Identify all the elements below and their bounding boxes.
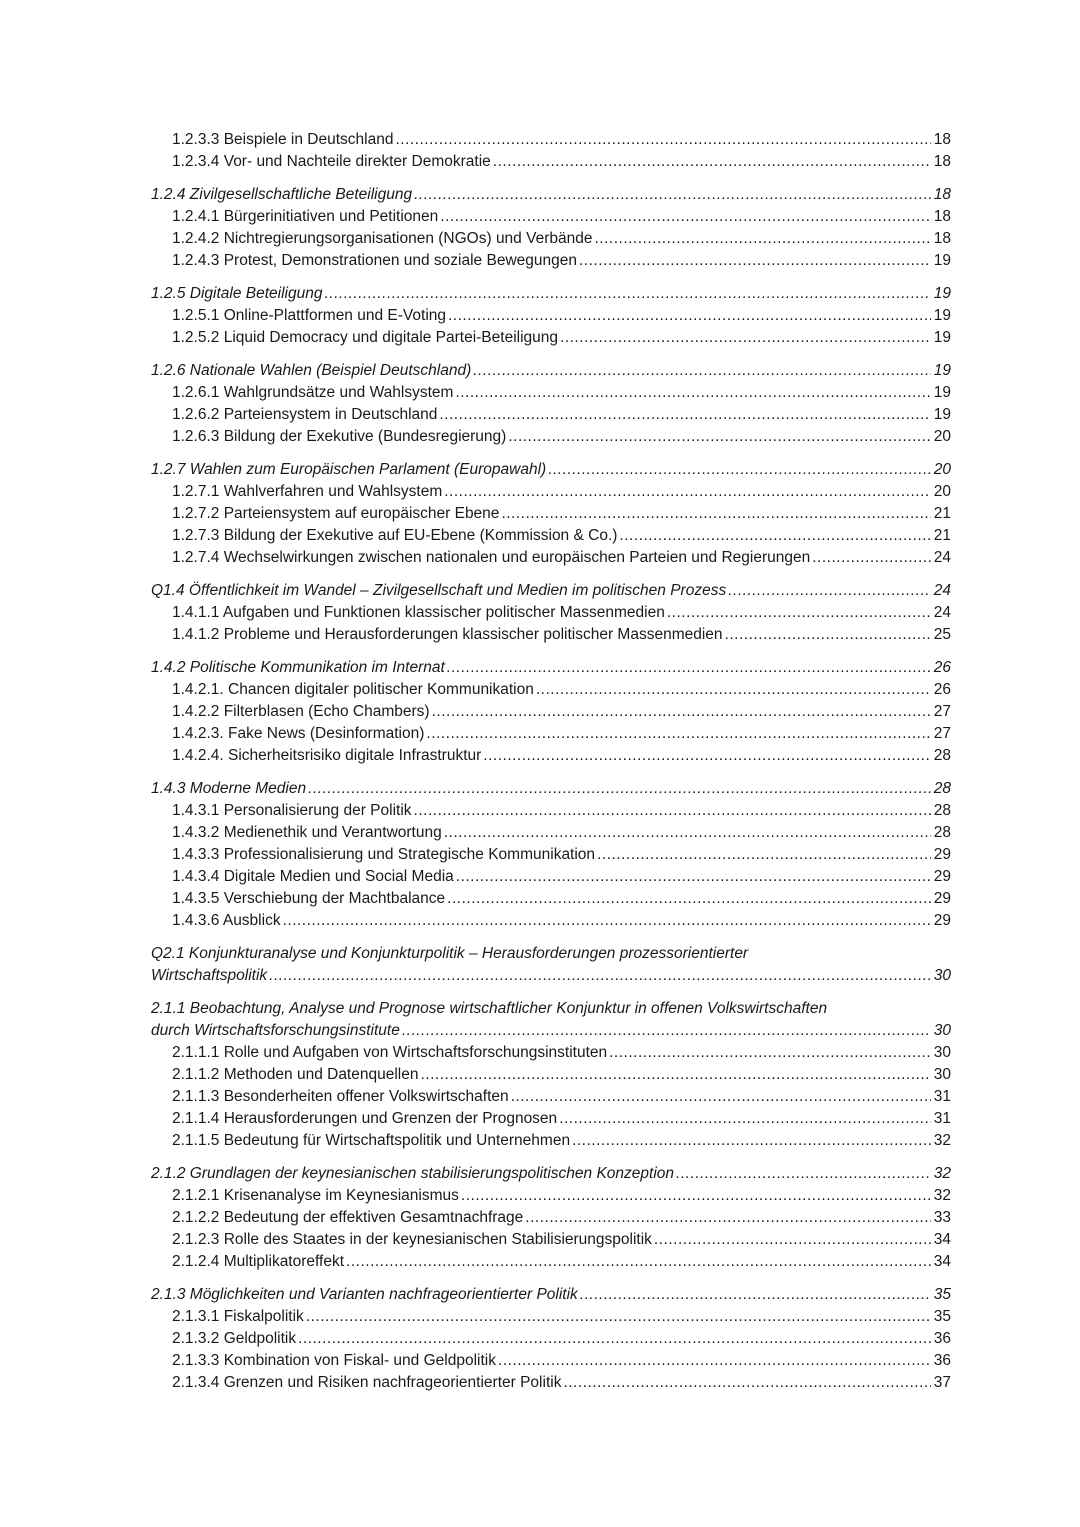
toc-entry-title: 2.1.1.5 Bedeutung für Wirtschaftspolitik und Unternehmen [172,1132,571,1149]
toc-entry-title: 1.2.5.2 Liquid Democracy und digitale Partei-Beteiligung [172,329,559,346]
toc-page-number: 26 [933,681,951,698]
toc-heading-title: 1.2.7 Wahlen zum Europäischen Parlament (Europawahl) [151,461,547,478]
toc-page-number: 19 [933,252,951,269]
dot-leader [444,481,931,503]
toc-entry-title: 1.2.4.3 Protest, Demonstrationen und soziale Bewegungen [172,252,577,269]
toc-section [151,657,951,767]
toc-page-number: 29 [933,890,951,907]
toc-entry[interactable] [151,129,951,151]
toc-entry-title: 2.1.3.4 Grenzen und Risiken nachfrageorientierter Politik [172,1374,562,1391]
toc-heading-line[interactable] [151,998,951,1020]
toc-entry[interactable] [151,1064,951,1086]
toc-entry[interactable] [151,800,951,822]
toc-heading-line[interactable] [151,360,951,382]
toc-entry-title: 2.1.3.1 Fiskalpolitik [172,1308,304,1325]
dot-leader [448,305,931,327]
dot-leader [563,1372,931,1394]
toc-page-number: 24 [933,582,951,599]
toc-entry[interactable] [151,228,951,250]
dot-leader [725,624,931,646]
toc-entry[interactable] [151,1306,951,1328]
toc-page-number: 30 [933,1022,951,1039]
toc-page-number: 32 [933,1132,951,1149]
toc-entry-title: 1.4.3.2 Medienethik und Verantwortung [172,824,442,841]
toc-heading-title: 1.2.4 Zivilgesellschaftliche Beteiligung [151,186,413,203]
toc-heading-line[interactable] [151,580,951,602]
toc-entry-title: 2.1.2.3 Rolle des Staates in der keynesianischen Stabilisierungspolitik [172,1231,652,1248]
dot-leader [414,184,931,206]
dot-leader [420,1064,931,1086]
dot-leader [619,525,931,547]
toc-entry-title: 1.4.1.1 Aufgaben und Funktionen klassischer politischer Massenmedien [172,604,665,621]
toc-page-number: 29 [933,868,951,885]
toc-page-number: 29 [933,846,951,863]
toc-entry-title: 1.2.4.1 Bürgerinitiativen und Petitionen [172,208,439,225]
toc-page-number: 28 [933,747,951,764]
toc-heading-title: Wirtschaftspolitik [151,967,268,984]
toc-entry-title: 2.1.1.3 Besonderheiten offener Volkswirtschaften [172,1088,509,1105]
toc-page-number: 35 [933,1286,951,1303]
toc-heading-title: durch Wirtschaftsforschungsinstitute [151,1022,400,1039]
dot-leader [579,250,931,272]
toc-entry[interactable] [151,910,951,932]
toc-heading-line[interactable] [151,459,951,481]
dot-leader [525,1207,931,1229]
toc-heading-line[interactable] [151,778,951,800]
toc-entry-title: 1.4.3.6 Ausblick [172,912,281,929]
toc-entry[interactable] [151,1251,951,1273]
dot-leader [597,844,931,866]
dot-leader [560,327,931,349]
toc-entry[interactable] [151,866,951,888]
toc-section [151,580,951,646]
dot-leader [812,547,931,569]
toc-section [151,998,951,1152]
toc-page-number: 20 [933,428,951,445]
toc-entry-title: 1.2.7.2 Parteiensystem auf europäischer Ebene [172,505,500,522]
toc-page-number: 30 [933,967,951,984]
dot-leader [508,426,931,448]
dot-leader [269,965,931,987]
toc-page-number: 24 [933,604,951,621]
dot-leader [559,1108,931,1130]
toc-entry[interactable] [151,151,951,173]
dot-leader [676,1163,931,1185]
toc-entry[interactable] [151,888,951,910]
toc-entry[interactable] [151,547,951,569]
toc-heading-line[interactable] [151,184,951,206]
toc-entry[interactable] [151,844,951,866]
toc-section [151,1284,951,1394]
toc-heading-title: 1.2.5 Digitale Beteiligung [151,285,323,302]
toc-heading-line[interactable] [151,283,951,305]
toc-heading-line[interactable] [151,1163,951,1185]
toc-page-number: 31 [933,1110,951,1127]
dot-leader [728,580,931,602]
dot-leader [483,745,931,767]
toc-page-number: 21 [933,527,951,544]
toc-entry[interactable] [151,1207,951,1229]
toc-entry-title: 1.2.7.4 Wechselwirkungen zwischen nationalen und europäischen Parteien und Regierungen [172,549,811,566]
toc-entry[interactable] [151,822,951,844]
toc-entry-title: 1.4.3.5 Verschiebung der Machtbalance [172,890,446,907]
toc-page-number: 30 [933,1044,951,1061]
toc-heading-title: Q1.4 Öffentlichkeit im Wandel – Zivilgesellschaft und Medien im politischen Prozess [151,582,727,599]
dot-leader [324,283,931,305]
toc-entry-title: 2.1.2.1 Krisenanalyse im Keynesianismus [172,1187,459,1204]
dot-leader [447,657,931,679]
toc-entry-title: 2.1.1.4 Herausforderungen und Grenzen der Prognosen [172,1110,558,1127]
toc-heading-line[interactable] [151,965,951,987]
toc-entry-title: 2.1.3.3 Kombination von Fiskal- und Geldpolitik [172,1352,496,1369]
toc-page-number: 30 [933,1066,951,1083]
dot-leader [395,129,931,151]
dot-leader [426,723,931,745]
dot-leader [432,701,931,723]
toc-page-number: 18 [933,153,951,170]
toc-entry[interactable] [151,624,951,646]
dot-leader [447,888,931,910]
toc-page-number: 36 [933,1330,951,1347]
toc-page-number: 20 [933,483,951,500]
toc-entry-title: 1.2.6.2 Parteiensystem in Deutschland [172,406,438,423]
toc-entry[interactable] [151,1350,951,1372]
dot-leader [402,1020,931,1042]
toc-heading-title: 2.1.2 Grundlagen der keynesianischen stabilisierungspolitischen Konzeption [151,1165,675,1182]
table-of-contents [151,129,951,1405]
toc-heading-title: 1.4.2 Politische Kommunikation im Internat [151,659,445,676]
dot-leader [511,1086,931,1108]
toc-page-number: 32 [933,1187,951,1204]
dot-leader [298,1328,931,1350]
toc-entry-title: 1.2.7.1 Wahlverfahren und Wahlsystem [172,483,443,500]
toc-entry[interactable] [151,701,951,723]
dot-leader [456,866,931,888]
toc-heading-title: 1.4.3 Moderne Medien [151,780,307,797]
toc-entry-title: 2.1.2.4 Multiplikatoreffekt [172,1253,345,1270]
toc-page-number: 19 [933,285,951,302]
toc-heading-title: Q2.1 Konjunkturanalyse und Konjunkturpolitik – Herausforderungen prozessorientierter [151,945,749,962]
toc-page-number: 18 [933,208,951,225]
dot-leader [498,1350,931,1372]
toc-entry-title: 1.2.3.3 Beispiele in Deutschland [172,131,394,148]
toc-page-number: 19 [933,406,951,423]
toc-page-number: 19 [933,329,951,346]
dot-leader [414,800,931,822]
toc-entry-title: 2.1.2.2 Bedeutung der effektiven Gesamtnachfrage [172,1209,524,1226]
toc-page-number: 26 [933,659,951,676]
toc-entry-title: 1.4.2.4. Sicherheitsrisiko digitale Infrastruktur [172,747,482,764]
toc-entry-title: 1.4.3.1 Personalisierung der Politik [172,802,412,819]
toc-entry[interactable] [151,404,951,426]
toc-section [151,283,951,349]
dot-leader [440,206,931,228]
toc-heading-title: 2.1.3 Möglichkeiten und Varianten nachfrageorientierter Politik [151,1286,578,1303]
dot-leader [654,1229,931,1251]
toc-entry[interactable] [151,525,951,547]
toc-page-number: 20 [933,461,951,478]
toc-entry[interactable] [151,1042,951,1064]
toc-section [151,459,951,569]
toc-entry[interactable] [151,327,951,349]
toc-entry[interactable] [151,679,951,701]
toc-section [151,943,951,987]
dot-leader [594,228,931,250]
toc-entry[interactable] [151,1130,951,1152]
toc-entry-title: 1.2.6.3 Bildung der Exekutive (Bundesregierung) [172,428,507,445]
toc-page-number: 28 [933,780,951,797]
dot-leader [536,679,931,701]
toc-page-number: 21 [933,505,951,522]
toc-entry-title: 1.4.2.3. Fake News (Desinformation) [172,725,425,742]
toc-page-number: 18 [933,186,951,203]
toc-page-number: 36 [933,1352,951,1369]
toc-entry-title: 1.4.2.2 Filterblasen (Echo Chambers) [172,703,430,720]
toc-entry-title: 2.1.1.2 Methoden und Datenquellen [172,1066,419,1083]
toc-entry[interactable] [151,602,951,624]
toc-entry[interactable] [151,745,951,767]
toc-page-number: 34 [933,1231,951,1248]
toc-section [151,778,951,932]
toc-section [151,1163,951,1273]
toc-heading-line[interactable] [151,943,951,965]
toc-page-number: 19 [933,307,951,324]
toc-entry[interactable] [151,503,951,525]
toc-page-number: 24 [933,549,951,566]
dot-leader [580,1284,931,1306]
toc-page-number: 18 [933,131,951,148]
toc-page-number: 29 [933,912,951,929]
toc-page-number: 19 [933,384,951,401]
toc-page-number: 32 [933,1165,951,1182]
dot-leader [501,503,931,525]
dot-leader [306,1306,931,1328]
dot-leader [308,778,931,800]
toc-page-number: 19 [933,362,951,379]
toc-page-number: 18 [933,230,951,247]
toc-page-number: 33 [933,1209,951,1226]
toc-page-number: 31 [933,1088,951,1105]
toc-entry[interactable] [151,1086,951,1108]
toc-entry[interactable] [151,305,951,327]
dot-leader [473,360,931,382]
dot-leader [346,1251,931,1273]
dot-leader [609,1042,931,1064]
toc-heading-title: 2.1.1 Beobachtung, Analyse und Prognose wirtschaftlicher Konjunktur in offenen Volkswirtschaften [151,1000,828,1017]
toc-page-number: 27 [933,725,951,742]
toc-page-number: 34 [933,1253,951,1270]
dot-leader [283,910,931,932]
toc-entry-title: 1.2.4.2 Nichtregierungsorganisationen (NGOs) und Verbände [172,230,593,247]
dot-leader [548,459,931,481]
toc-entry[interactable] [151,1229,951,1251]
toc-heading-title: 1.2.6 Nationale Wahlen (Beispiel Deutschland) [151,362,472,379]
dot-leader [444,822,931,844]
toc-entry[interactable] [151,1185,951,1207]
toc-heading-line[interactable] [151,1020,951,1042]
dot-leader [461,1185,931,1207]
toc-entry[interactable] [151,723,951,745]
toc-entry-title: 2.1.3.2 Geldpolitik [172,1330,297,1347]
toc-page-number: 28 [933,802,951,819]
dot-leader [493,151,931,173]
toc-section [151,360,951,448]
toc-entry-title: 1.2.5.1 Online-Plattformen und E-Voting [172,307,446,324]
toc-page-number: 27 [933,703,951,720]
toc-entry[interactable] [151,206,951,228]
toc-entry[interactable] [151,1328,951,1350]
toc-page-number: 25 [933,626,951,643]
toc-entry[interactable] [151,1372,951,1394]
toc-heading-line[interactable] [151,1284,951,1306]
toc-entry[interactable] [151,426,951,448]
toc-entry-title: 1.4.2.1. Chancen digitaler politischer Kommunikation [172,681,534,698]
toc-entry-title: 1.4.3.4 Digitale Medien und Social Media [172,868,454,885]
dot-leader [667,602,931,624]
dot-leader [439,404,931,426]
dot-leader [572,1130,931,1152]
toc-entry[interactable] [151,481,951,503]
toc-entry[interactable] [151,250,951,272]
toc-page-number: 35 [933,1308,951,1325]
toc-page-number: 37 [933,1374,951,1391]
toc-entry-title: 1.4.1.2 Probleme und Herausforderungen klassischer politischer Massenmedien [172,626,723,643]
toc-entry[interactable] [151,382,951,404]
toc-page-number: 28 [933,824,951,841]
toc-entry[interactable] [151,1108,951,1130]
toc-entry-title: 1.2.6.1 Wahlgrundsätze und Wahlsystem [172,384,454,401]
toc-heading-line[interactable] [151,657,951,679]
toc-entry-title: 2.1.1.1 Rolle und Aufgaben von Wirtschaftsforschungsinstituten [172,1044,608,1061]
toc-entry-title: 1.2.7.3 Bildung der Exekutive auf EU-Ebene (Kommission & Co.) [172,527,618,544]
toc-entry-title: 1.4.3.3 Professionalisierung und Strategische Kommunikation [172,846,596,863]
dot-leader [455,382,931,404]
toc-section [151,184,951,272]
toc-section [151,129,951,173]
toc-entry-title: 1.2.3.4 Vor- und Nachteile direkter Demokratie [172,153,491,170]
